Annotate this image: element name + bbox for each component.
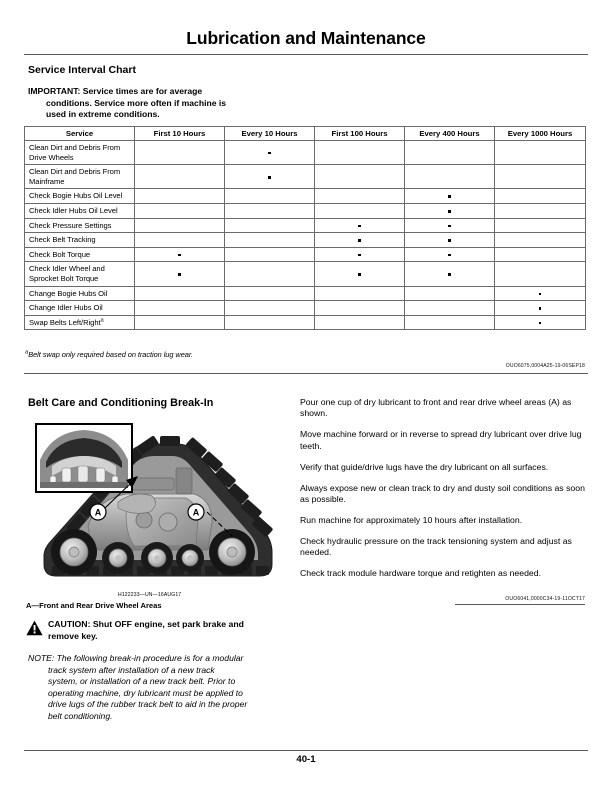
tension-cylinder [176, 468, 192, 494]
interval-mark-cell-active [315, 218, 405, 233]
interval-dot-icon [358, 273, 361, 276]
service-name-cell: Change Bogie Hubs Oil [25, 286, 135, 301]
interval-mark-cell-active [495, 301, 586, 316]
interval-mark-cell-active [405, 262, 495, 286]
service-name-cell: Clean Dirt and Debris From Drive Wheels [25, 141, 135, 165]
column-header-every-400-hours: Every 400 Hours [405, 127, 495, 141]
note-line-2: track system after installation of a new track [48, 664, 215, 675]
reference-code-service-interval: OUO6075,0004A25-19-06SEP18 [505, 363, 585, 369]
interval-mark-cell-empty [225, 203, 315, 218]
important-notice [28, 86, 283, 121]
page-number: 40-1 [296, 754, 316, 765]
service-name-cell: Swap Belts Left/Right$^a$ [25, 315, 135, 330]
interval-mark-cell-empty [135, 218, 225, 233]
header-divider [24, 54, 588, 55]
caution-line-1: CAUTION: Shut OFF engine, set park brake and [48, 619, 244, 629]
interval-dot-icon [539, 322, 542, 325]
service-name-cell: Check Bogie Hubs Oil Level [25, 189, 135, 204]
drive-wheel-left [51, 529, 97, 575]
interval-mark-cell-empty [225, 262, 315, 286]
table-row [25, 165, 586, 189]
body-paragraph: Pour one cup of dry lubricant to front and rear drive wheel areas (A) as shown. [300, 397, 572, 419]
note-block [28, 653, 290, 722]
table-row [25, 189, 586, 204]
svg-text:A: A [94, 507, 102, 518]
interval-mark-cell-active [315, 262, 405, 286]
callout-a-left [90, 504, 106, 520]
belt-care-body-text [300, 397, 588, 589]
section-heading-service-interval-chart: Service Interval Chart [28, 64, 136, 76]
interval-mark-cell-empty [495, 233, 586, 248]
column-header-every-10-hours: Every 10 Hours [225, 127, 315, 141]
interval-mark-cell-empty [405, 315, 495, 330]
column-header-first-10-hours: First 10 Hours [135, 127, 225, 141]
reference-code-belt-care: OUO6041,0000C34-19-11OCT17 [505, 596, 585, 602]
service-name-cell: Change Idler Hubs Oil [25, 301, 135, 316]
column-header-every-1000-hours: Every 1000 Hours [495, 127, 586, 141]
table-body [25, 141, 586, 330]
service-name-cell: Check Bolt Torque [25, 247, 135, 262]
interval-dot-icon [358, 254, 361, 257]
interval-mark-cell-empty [135, 233, 225, 248]
interval-mark-cell-empty [135, 301, 225, 316]
section-divider-2 [455, 604, 585, 605]
important-line-3: used in extreme conditions. [46, 109, 160, 120]
interval-mark-cell-empty [225, 315, 315, 330]
interval-mark-cell-empty [315, 203, 405, 218]
interval-dot-icon [268, 176, 271, 179]
bogie-wheels [102, 542, 204, 574]
interval-dot-icon [178, 254, 181, 257]
interval-mark-cell-empty [315, 286, 405, 301]
service-footnote-marker: a [100, 317, 104, 324]
frame-port-2 [159, 513, 177, 531]
interval-mark-cell-empty [135, 203, 225, 218]
caution-line-2: remove key. [48, 630, 98, 641]
interval-mark-cell-empty [315, 315, 405, 330]
service-name-cell: Check Belt Tracking [25, 233, 135, 248]
interval-dot-icon [448, 195, 451, 198]
interval-dot-icon [268, 152, 271, 155]
body-paragraph: Always expose new or clean track to dry and dusty soil conditions as soon as possible. [300, 482, 585, 504]
interval-mark-cell-empty [225, 218, 315, 233]
interval-mark-cell-empty [495, 189, 586, 204]
callout-a-right [188, 504, 204, 520]
frame-port-1 [136, 512, 152, 528]
interval-mark-cell-active [315, 233, 405, 248]
service-name-cell: Clean Dirt and Debris From Mainframe [25, 165, 135, 189]
interval-mark-cell-empty [315, 165, 405, 189]
upper-bracket [130, 478, 174, 490]
caution-notice [26, 619, 288, 642]
table-row [25, 262, 586, 286]
service-name-cell: Check Pressure Settings [25, 218, 135, 233]
interval-mark-cell-active [405, 189, 495, 204]
interval-mark-cell-empty [495, 247, 586, 262]
interval-mark-cell-empty [405, 286, 495, 301]
interval-mark-cell-active [405, 203, 495, 218]
interval-dot-icon [448, 210, 451, 213]
interval-mark-cell-empty [315, 141, 405, 165]
interval-mark-cell-empty [495, 203, 586, 218]
interval-mark-cell-active [405, 218, 495, 233]
interval-mark-cell-empty [135, 165, 225, 189]
interval-dot-icon [539, 293, 542, 296]
footnote-marker: a [25, 349, 29, 356]
table-row [25, 247, 586, 262]
interval-mark-cell-empty [225, 189, 315, 204]
table-row [25, 315, 586, 330]
note-line-6: belt conditioning. [48, 710, 113, 721]
figure-reference-code: H122233—UN—16AUG17 [118, 592, 182, 598]
interval-mark-cell-empty [495, 218, 586, 233]
interval-dot-icon [539, 307, 542, 310]
track-module-illustration [26, 416, 288, 596]
column-header-first-100-hours: First 100 Hours [315, 127, 405, 141]
interval-dot-icon [448, 273, 451, 276]
interval-mark-cell-empty [225, 233, 315, 248]
table-row [25, 203, 586, 218]
interval-mark-cell-active [315, 247, 405, 262]
interval-mark-cell-active [135, 262, 225, 286]
service-name-cell: Check Idler Hubs Oil Level [25, 203, 135, 218]
figure-caption: A—Front and Rear Drive Wheel Areas [26, 601, 162, 610]
svg-text:A: A [192, 507, 200, 518]
interval-dot-icon [448, 225, 451, 228]
footnote-text: Belt swap only required based on traction lug wear. [28, 350, 193, 359]
interval-mark-cell-empty [405, 165, 495, 189]
service-name-cell: Check Idler Wheel and Sprocket Bolt Torque [25, 262, 135, 286]
note-line-4: operating machine, dry lubricant must be applied to [48, 687, 243, 698]
section-heading-belt-care: Belt Care and Conditioning Break-In [28, 397, 214, 409]
table-row [25, 141, 586, 165]
interval-mark-cell-empty [495, 262, 586, 286]
track-module-svg [26, 416, 288, 596]
important-line-1: IMPORTANT: Service times are for average [28, 86, 203, 96]
interval-mark-cell-empty [135, 315, 225, 330]
interval-mark-cell-empty [225, 247, 315, 262]
interval-mark-cell-active [495, 315, 586, 330]
body-paragraph: Check hydraulic pressure on the track tensioning system and adjust as needed. [300, 535, 572, 558]
note-line-5: drive lugs of the rubber track belt to aid in the proper [48, 699, 248, 709]
note-line-1: NOTE: The following break-in procedure is for a modular [28, 653, 244, 663]
section-divider-1 [24, 373, 588, 374]
interval-dot-icon [448, 254, 451, 257]
interval-mark-cell-active [225, 165, 315, 189]
interval-mark-cell-empty [405, 141, 495, 165]
interval-mark-cell-empty [225, 301, 315, 316]
important-line-2: conditions. Service more often if machine is [46, 97, 227, 108]
interval-mark-cell-empty [495, 141, 586, 165]
interval-mark-cell-empty [135, 141, 225, 165]
interval-mark-cell-empty [405, 301, 495, 316]
table-row [25, 301, 586, 316]
interval-mark-cell-empty [315, 189, 405, 204]
interval-mark-cell-active [135, 247, 225, 262]
interval-dot-icon [178, 273, 181, 276]
interval-mark-cell-empty [135, 286, 225, 301]
interval-mark-cell-active [405, 247, 495, 262]
footer-divider [24, 750, 588, 751]
interval-dot-icon [358, 239, 361, 242]
table-row [25, 286, 586, 301]
inset-detail-box [36, 424, 132, 492]
body-paragraph: Move machine forward or in reverse to spread dry lubricant over drive lug teeth. [300, 429, 582, 451]
interval-mark-cell-active [405, 233, 495, 248]
interval-mark-cell-empty [495, 165, 586, 189]
body-paragraph: Run machine for approximately 10 hours after installation. [300, 514, 523, 525]
body-paragraph: Verify that guide/drive lugs have the dry lubricant on all surfaces. [300, 461, 549, 472]
interval-mark-cell-active [225, 141, 315, 165]
table-header-row [25, 127, 586, 141]
note-line-3: system, or installation of a new track belt. Prior to [48, 676, 236, 686]
column-header-service: Service [25, 127, 135, 141]
table-footnote [25, 350, 193, 359]
page-title: Lubrication and Maintenance [186, 28, 426, 48]
body-paragraph: Check track module hardware torque and retighten as needed. [300, 568, 541, 579]
table-row [25, 218, 586, 233]
interval-mark-cell-empty [135, 189, 225, 204]
interval-mark-cell-active [495, 286, 586, 301]
interval-dot-icon [358, 225, 361, 228]
interval-dot-icon [448, 239, 451, 242]
service-interval-table [24, 126, 586, 330]
interval-mark-cell-empty [315, 301, 405, 316]
table-row [25, 233, 586, 248]
interval-mark-cell-empty [225, 286, 315, 301]
warning-triangle-icon [26, 620, 43, 636]
